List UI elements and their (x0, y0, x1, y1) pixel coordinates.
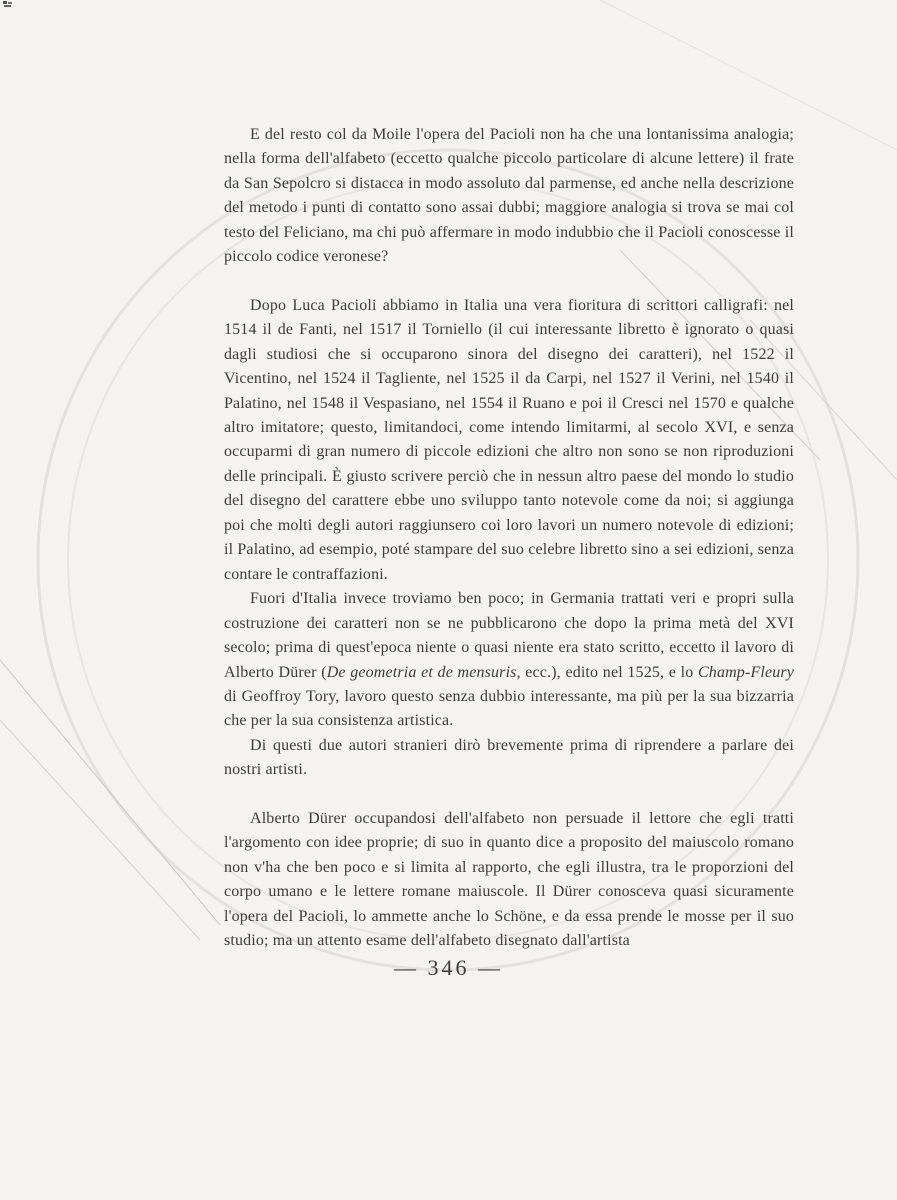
body-text (224, 123, 794, 954)
paragraph-moile-pacioli: E del resto col da Moile l'opera del Pacioli non ha che una lontanissima analogia; nella forma dell'alfabeto (eccetto qualche piccolo particolare di alcune lettere) il frate da San Sepolcro si distacca in modo assoluto dal parmense, ed anche nella descrizione del metodo i punti di contatto sono assai dubbi; maggiore analogia si trova se mai col testo del Feliciano, ma chi può affermare in modo indubbio che il Pacioli conoscesse il piccolo codice veronese? (224, 126, 794, 266)
paragraph-outside-italy-text-2: ecc.), edito nel 1525, e lo (520, 663, 698, 681)
paragraph-outside-italy-text-3: di Geoffroy Tory, lavoro questo senza dubbio interessante, ma più per la sua bizzarria che per la sua consistenza artistica. (224, 687, 794, 730)
page-number: — 346 — (394, 955, 503, 980)
title-de-geometria: De geometria et de mensuris, (326, 663, 521, 681)
paragraph-two-authors: Di questi due autori stranieri dirò brevemente prima di riprendere a parlare dei nostri artisti. (224, 736, 794, 779)
title-champ-fleury: Champ-Fleury (697, 663, 794, 681)
paragraph-outside-italy-text-1: Fuori d'Italia invece troviamo ben poco; in Germania trattati veri e propri sulla costruzione dei caratteri non se ne pubblicarono che dopo la prima metà del XVI secolo; prima di quest'epoca niente o quasi niente era stato scritto, eccetto il lavoro di Alberto Dürer ( (224, 590, 794, 681)
paragraph-durer: Alberto Dürer occupandosi dell'alfabeto non persuade il lettore che egli tratti l'argomento con idee proprie; di suo in quanto dice a proposito del maiuscolo romano non v'ha che ben poco e si limita al rapporto, che egli illustra, tra le proporzioni del corpo umano e le lettere romane maiuscole. Il Dürer conosceva quasi sicuramente l'opera del Pacioli, lo ammette anche lo Schöne, e da essa prende le mosse per il suo studio; ma un attento esame dell'alfabeto disegnato dall'artista (224, 809, 794, 950)
paragraph-outside-italy (224, 587, 794, 734)
paragraph-calligraphers: Dopo Luca Pacioli abbiamo in Italia una vera fioritura di scrittori calligrafi: nel 1514 il de Fanti, nel 1517 il Torniello (il cui interessante libretto è ignorato o quasi dagli studiosi che si occuparono sinora del disegno dei caratteri), nel 1522 il Vicentino, nel 1524 il Tagliente, nel 1525 il da Carpi, nel 1527 il Verini, nel 1540 il Palatino, nel 1548 il Vespasiano, nel 1554 il Ruano e poi il Cresci nel 1570 e qualche altro imitatore; questo, limitandoci, come intendo limitarmi, al secolo XVI, e senza occuparmi di gran numero di piccole edizioni che altro non sono se non riproduzioni delle principali. È giusto scrivere perciò che in nessun altro paese del mondo lo studio del disegno del carattere ebbe uno sviluppo tanto notevole come da noi; si aggiunga poi che molti degli autori raggiunsero coi loro lavori un numero notevole di edizioni; il Palatino, ad esempio, poté stampare del suo celebre libretto sino a sei edizioni, senza contare le contraffazioni. (224, 296, 794, 583)
